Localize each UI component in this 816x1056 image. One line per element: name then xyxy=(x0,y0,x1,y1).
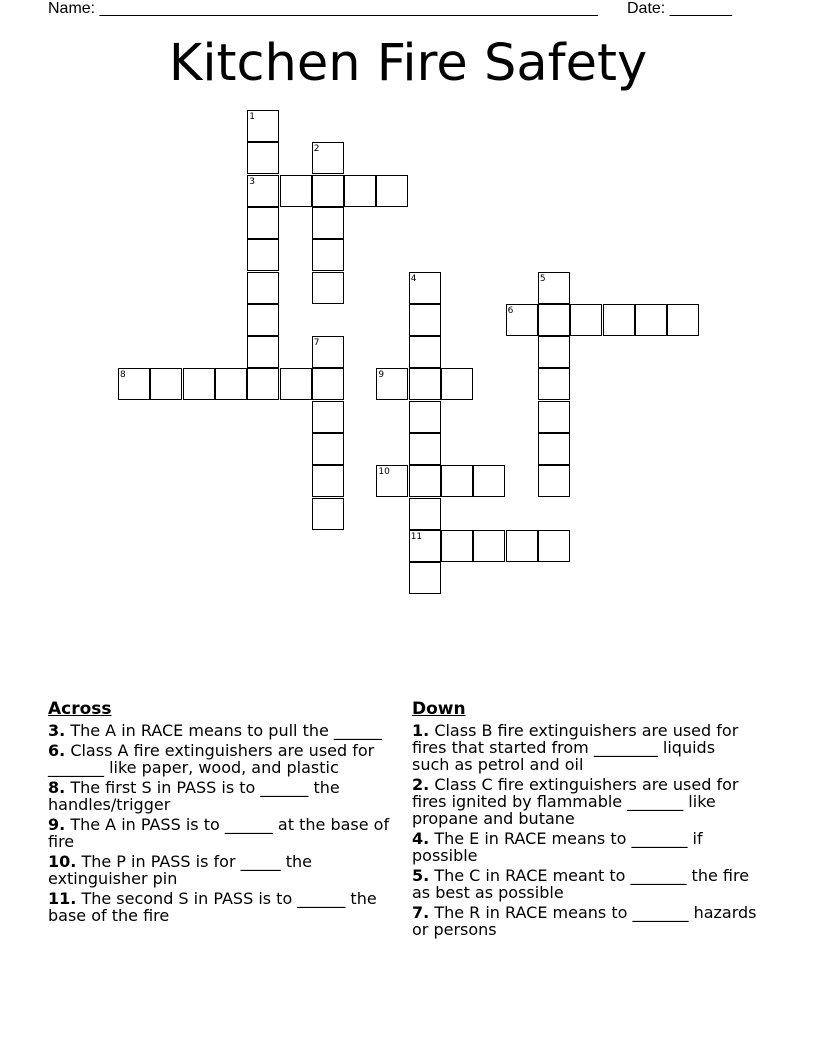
clue-across-3 xyxy=(48,722,408,739)
crossword-cell[interactable] xyxy=(473,465,505,497)
crossword-cell[interactable] xyxy=(506,304,538,336)
name-field-label: Name: ________________________________________________________ xyxy=(48,0,598,17)
clue-down-5 xyxy=(412,867,757,901)
clue-number: 10. xyxy=(48,852,77,871)
crossword-cell[interactable] xyxy=(409,368,441,400)
crossword-cell[interactable] xyxy=(409,304,441,336)
clue-text: The C in RACE meant to _______ the fire as best as possible xyxy=(412,866,750,902)
crossword-cell[interactable] xyxy=(538,272,570,304)
crossword-cell[interactable] xyxy=(312,336,344,368)
crossword-cell[interactable] xyxy=(667,304,699,336)
crossword-cell[interactable] xyxy=(441,368,473,400)
clue-down-4 xyxy=(412,830,757,864)
crossword-cell[interactable] xyxy=(247,336,279,368)
crossword-cell[interactable] xyxy=(409,465,441,497)
clue-number: 9. xyxy=(48,815,66,834)
clue-text: Class B fire extinguishers are used for fires that started from ________ liquids such as petrol and oil xyxy=(412,721,739,774)
clue-across-11 xyxy=(48,890,408,924)
crossword-cell[interactable] xyxy=(376,465,408,497)
cell-number: 7 xyxy=(313,338,320,349)
clue-number: 6. xyxy=(48,741,66,760)
crossword-cell[interactable] xyxy=(409,498,441,530)
crossword-cell[interactable] xyxy=(247,239,279,271)
crossword-cell[interactable] xyxy=(538,401,570,433)
crossword-cell[interactable] xyxy=(247,207,279,239)
page-title: Kitchen Fire Safety xyxy=(168,34,648,93)
cell-number: 6 xyxy=(507,305,514,316)
clue-number: 11. xyxy=(48,889,77,908)
clue-number: 3. xyxy=(48,721,66,740)
crossword-cell[interactable] xyxy=(409,401,441,433)
crossword-cell[interactable] xyxy=(506,530,538,562)
clue-number: 4. xyxy=(412,829,430,848)
crossword-cell[interactable] xyxy=(312,498,344,530)
clue-down-2 xyxy=(412,776,757,827)
crossword-cell[interactable] xyxy=(150,368,182,400)
down-clues xyxy=(412,698,757,941)
crossword-cell[interactable] xyxy=(118,368,150,400)
crossword-cell[interactable] xyxy=(183,368,215,400)
clue-across-9 xyxy=(48,816,408,850)
cell-number: 1 xyxy=(249,112,255,122)
crossword-cell[interactable] xyxy=(603,304,635,336)
crossword-cell[interactable] xyxy=(538,465,570,497)
crossword-cell[interactable] xyxy=(409,562,441,594)
crossword-cell[interactable] xyxy=(538,530,570,562)
clue-text: The first S in PASS is to ______ the handles/trigger xyxy=(48,778,340,814)
clue-number: 5. xyxy=(412,866,430,885)
clue-text: The P in PASS is for _____ the extinguisher pin xyxy=(48,852,312,888)
cell-number: 5 xyxy=(539,273,546,284)
crossword-cell[interactable] xyxy=(280,175,312,207)
crossword-cell[interactable] xyxy=(409,336,441,368)
cell-number: 2 xyxy=(313,144,320,155)
crossword-cell[interactable] xyxy=(635,304,667,336)
cell-number: 10 xyxy=(378,467,390,478)
crossword-cell[interactable] xyxy=(441,465,473,497)
clue-across-6 xyxy=(48,742,408,776)
cell-number: 11 xyxy=(410,531,423,542)
crossword-cell[interactable] xyxy=(409,272,441,304)
crossword-cell[interactable] xyxy=(312,433,344,465)
clue-across-8 xyxy=(48,779,408,813)
clue-number: 7. xyxy=(412,903,430,922)
crossword-cell[interactable] xyxy=(312,207,344,239)
clue-down-7 xyxy=(412,904,757,938)
crossword-cell[interactable] xyxy=(376,368,408,400)
crossword-cell[interactable] xyxy=(247,175,279,207)
crossword-cell[interactable] xyxy=(473,530,505,562)
clue-text: The R in RACE means to _______ hazards or persons xyxy=(412,903,757,939)
clue-text: Class A fire extinguishers are used for _______ like paper, wood, and plastic xyxy=(48,741,375,777)
crossword-cell[interactable] xyxy=(215,368,247,400)
cell-number: 4 xyxy=(410,273,417,284)
clue-across-10 xyxy=(48,853,408,887)
cell-number: 3 xyxy=(249,176,255,187)
crossword-cell[interactable] xyxy=(312,142,344,174)
crossword-cell[interactable] xyxy=(538,433,570,465)
crossword-cell[interactable] xyxy=(570,304,602,336)
clue-number: 1. xyxy=(412,721,430,740)
clue-text: The A in PASS is to ______ at the base of fire xyxy=(48,815,390,851)
crossword-cell[interactable] xyxy=(538,336,570,368)
crossword-cell[interactable] xyxy=(312,175,344,207)
crossword-cell[interactable] xyxy=(312,368,344,400)
crossword-cell[interactable] xyxy=(247,142,279,174)
crossword-cell[interactable] xyxy=(247,304,279,336)
date-field-label: Date: _______ xyxy=(627,0,732,17)
crossword-cell[interactable] xyxy=(312,465,344,497)
clue-text: Class C fire extinguishers are used for fires ignited by flammable _______ like propane and butane xyxy=(412,775,739,828)
crossword-cell[interactable] xyxy=(247,368,279,400)
crossword-cell[interactable] xyxy=(538,368,570,400)
crossword-cell[interactable] xyxy=(344,175,376,207)
across-clues xyxy=(48,698,408,927)
cell-number: 9 xyxy=(378,370,385,381)
crossword-cell[interactable] xyxy=(247,272,279,304)
down-heading: Down xyxy=(412,699,466,719)
crossword-cell[interactable] xyxy=(280,368,312,400)
crossword-cell[interactable] xyxy=(312,401,344,433)
cell-number: 8 xyxy=(120,370,126,381)
clue-text: The second S in PASS is to ______ the base of the fire xyxy=(48,889,377,925)
crossword-cell[interactable] xyxy=(376,175,408,207)
crossword-cell[interactable] xyxy=(409,530,441,562)
clue-number: 8. xyxy=(48,778,66,797)
crossword-cell[interactable] xyxy=(247,110,279,142)
crossword-cell[interactable] xyxy=(312,272,344,304)
crossword-cell[interactable] xyxy=(441,530,473,562)
across-heading: Across xyxy=(48,699,112,719)
clue-down-1 xyxy=(412,722,757,773)
crossword-cell[interactable] xyxy=(538,304,570,336)
clue-text: The A in RACE means to pull the ______ xyxy=(70,721,382,740)
clue-number: 2. xyxy=(412,775,430,794)
clue-text: The E in RACE means to _______ if possible xyxy=(412,829,703,865)
crossword-cell[interactable] xyxy=(409,433,441,465)
crossword-cell[interactable] xyxy=(312,239,344,271)
